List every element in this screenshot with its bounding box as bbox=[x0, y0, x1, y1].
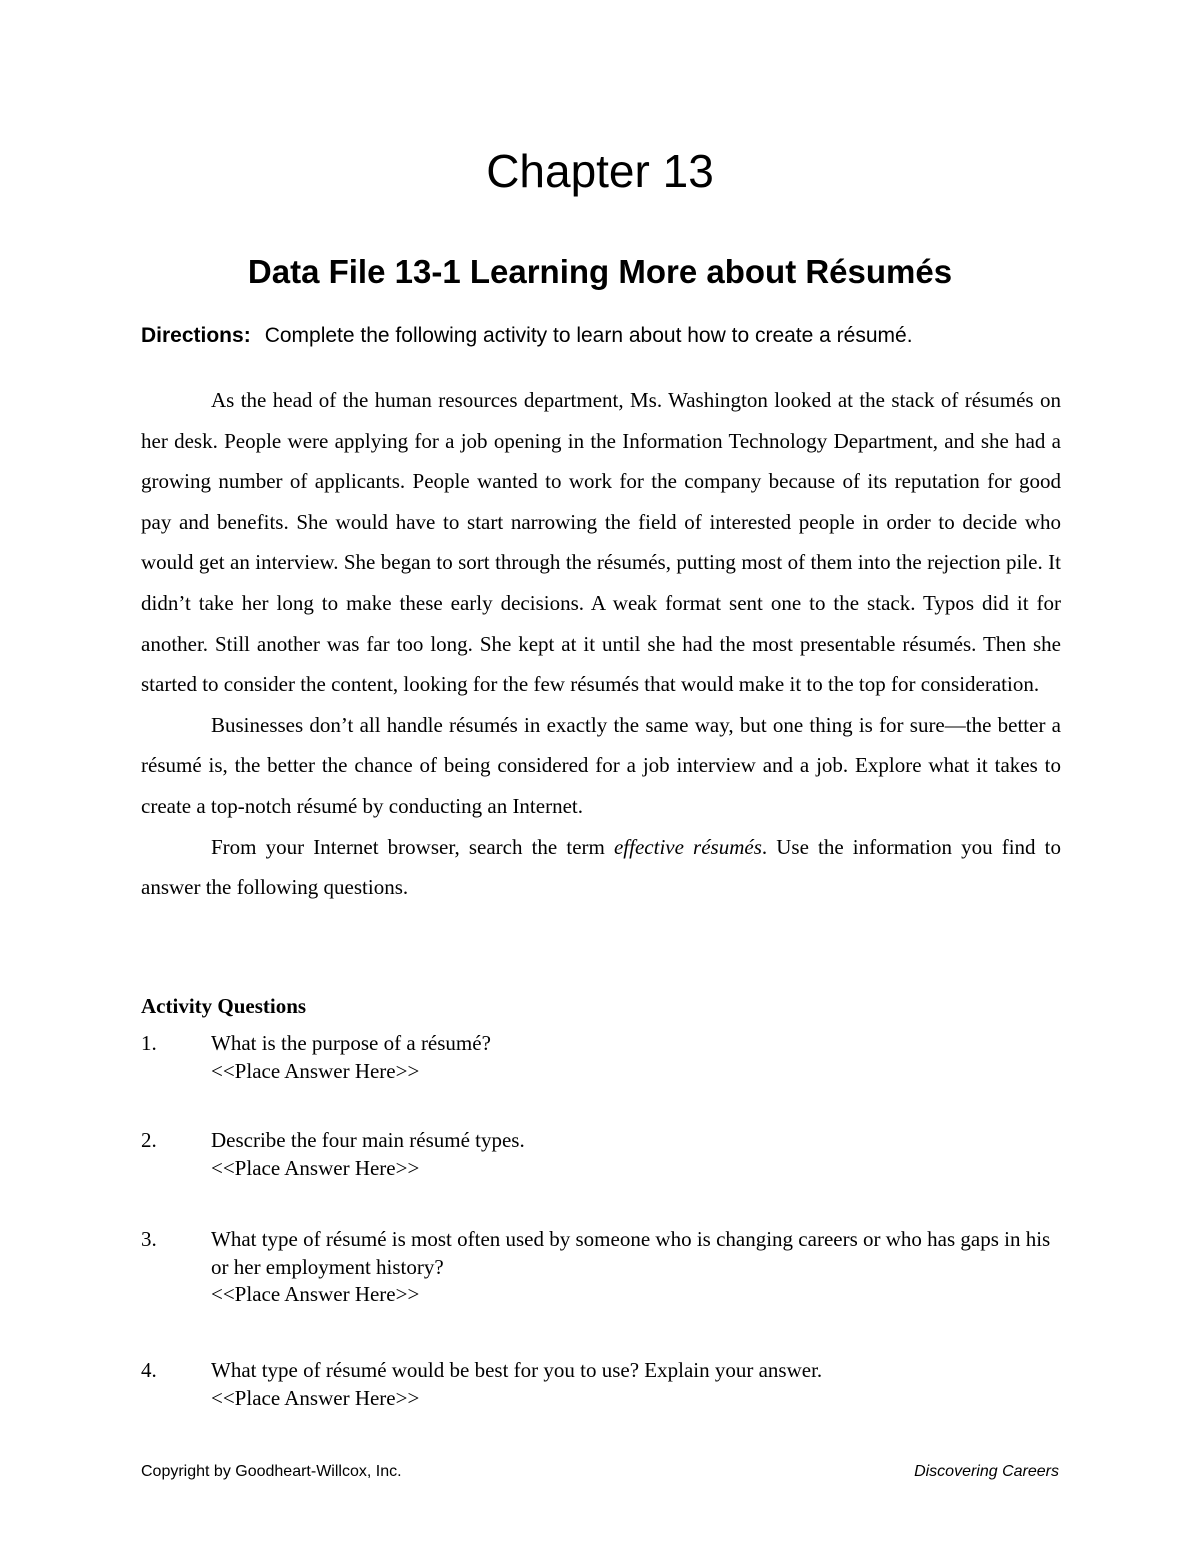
question-4 bbox=[141, 1357, 1061, 1412]
story-text bbox=[141, 380, 1061, 908]
question-number: 2. bbox=[141, 1128, 157, 1152]
paragraph-3-start: From your Internet browser, search the term bbox=[211, 834, 614, 859]
directions-text: Complete the following activity to learn about how to create a résumé. bbox=[264, 324, 913, 347]
search-term: effective résumés bbox=[613, 834, 762, 859]
paragraph-1: As the head of the human resources department, Ms. Washington looked at the stack of résumés on her desk. People were applying for a job opening in the Information Technology Department, and she had a growing number of applicants. People wanted to work for the company because of its reputation for good pay and benefits. She would have to start narrowing the field of interested people in order to decide who would get an interview. She began to sort through the résumés, putting most of them into the rejection pile. It didn’t take her long to make these early decisions. A weak format sent one to the stack. Typos did it for another. Still another was far too long. She kept at it until she had the most presentable résumés. Then she started to consider the content, looking for the few résumés that would make it to the top for consideration. bbox=[141, 388, 1061, 697]
paragraph-2: Businesses don’t all handle résumés in exactly the same way, but one thing is for sure—the better a résumé is, the better the chance of being considered for a job interview and a job. Explore what it takes to create a top-notch résumé by conducting an Internet. bbox=[141, 712, 1061, 818]
question-text: Describe the four main résumé types. bbox=[211, 1128, 525, 1152]
data-file-title: Data File 13-1 Learning More about Résumés bbox=[247, 253, 953, 290]
question-text: What type of résumé is most often used by someone who is changing careers or who has gaps in his or her employment history? bbox=[211, 1227, 1051, 1279]
question-text: What is the purpose of a résumé? bbox=[211, 1031, 491, 1055]
paragraph-3-end: . Use the information you find to answer the following questions. bbox=[141, 834, 1061, 900]
copyright-footer: Copyright by Goodheart-Willcox, Inc. bbox=[141, 1463, 402, 1480]
answer-placeholder[interactable]: <<Place Answer Here>> bbox=[211, 1155, 420, 1180]
chapter-title: Chapter 13 bbox=[486, 145, 714, 197]
question-2 bbox=[141, 1127, 1061, 1182]
question-text: What type of résumé would be best for you to use? Explain your answer. bbox=[211, 1358, 823, 1382]
directions bbox=[141, 321, 1101, 351]
directions-label: Directions: bbox=[141, 324, 251, 347]
activity-questions-heading: Activity Questions bbox=[141, 994, 307, 1018]
answer-placeholder[interactable]: <<Place Answer Here>> bbox=[211, 1282, 420, 1306]
question-number: 1. bbox=[141, 1031, 157, 1055]
question-1 bbox=[141, 1030, 1061, 1085]
question-number: 3. bbox=[141, 1227, 157, 1251]
question-3 bbox=[141, 1226, 1061, 1309]
answer-placeholder[interactable]: <<Place Answer Here>> bbox=[211, 1385, 420, 1410]
answer-placeholder[interactable]: <<Place Answer Here>> bbox=[211, 1058, 420, 1083]
question-number: 4. bbox=[141, 1358, 157, 1382]
book-title-footer: Discovering Careers bbox=[914, 1463, 1059, 1480]
paragraph-3 bbox=[141, 827, 1061, 908]
